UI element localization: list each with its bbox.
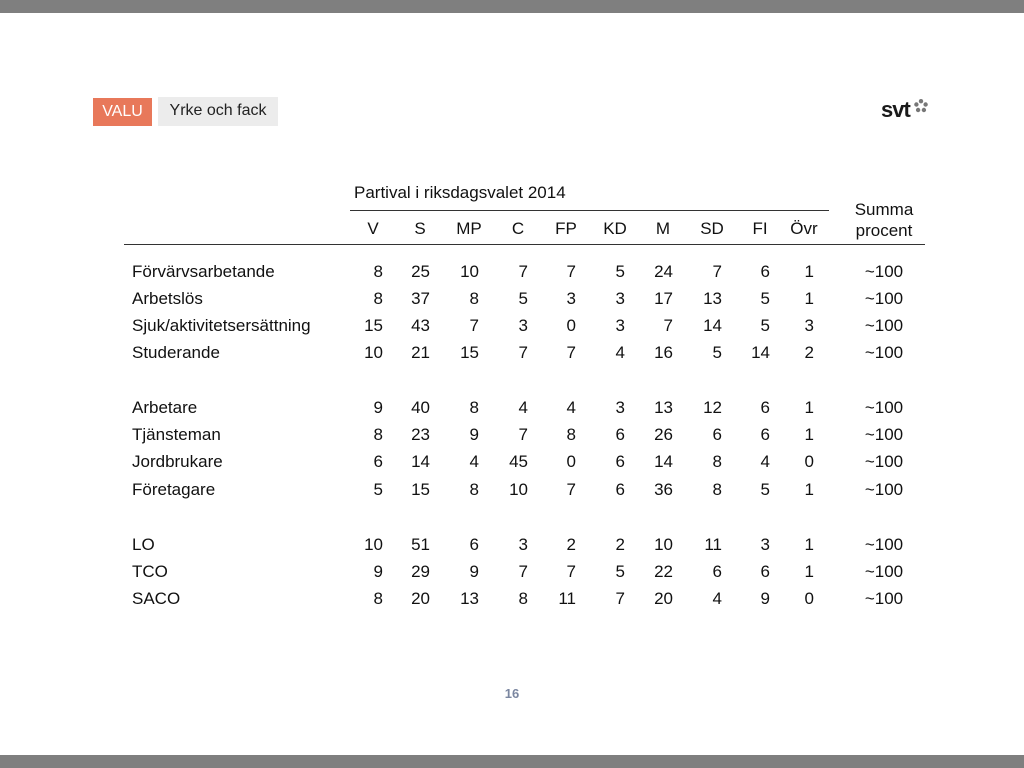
column-header: KD bbox=[603, 219, 627, 238]
table-cell: 6 bbox=[760, 398, 770, 417]
table-cell: 22 bbox=[654, 562, 673, 581]
table-cell: 6 bbox=[615, 452, 625, 471]
table-cell: 36 bbox=[654, 480, 673, 499]
table-cell: 7 bbox=[469, 316, 479, 335]
table-cell: 9 bbox=[760, 589, 770, 608]
table-cell: 25 bbox=[411, 262, 430, 281]
table-cell: 13 bbox=[460, 589, 479, 608]
table-cell: 3 bbox=[615, 289, 625, 308]
sum-cell: ~100 bbox=[864, 289, 904, 308]
table-cell: 8 bbox=[373, 589, 383, 608]
table-cell: 15 bbox=[364, 316, 383, 335]
sum-cell: ~100 bbox=[864, 262, 904, 281]
table-cell: 6 bbox=[712, 425, 722, 444]
table-cell: 1 bbox=[804, 562, 814, 581]
table-cell: 7 bbox=[566, 480, 576, 499]
table-cell: 7 bbox=[615, 589, 625, 608]
table-cell: 21 bbox=[411, 343, 430, 362]
table-cell: 1 bbox=[804, 398, 814, 417]
table-cell: 4 bbox=[566, 398, 576, 417]
table-cell: 4 bbox=[615, 343, 625, 362]
table-cell: 5 bbox=[615, 262, 625, 281]
table-cell: 4 bbox=[518, 398, 528, 417]
table-cell: 26 bbox=[654, 425, 673, 444]
table-cell: 14 bbox=[411, 452, 430, 471]
table-cell: 3 bbox=[615, 316, 625, 335]
sum-cell: ~100 bbox=[864, 562, 904, 581]
table-cell: 7 bbox=[518, 562, 528, 581]
sum-cell: ~100 bbox=[864, 398, 904, 417]
summa-header-line1: Summa bbox=[854, 200, 914, 219]
column-header: SD bbox=[700, 219, 724, 238]
table-cell: 1 bbox=[804, 480, 814, 499]
sum-cell: ~100 bbox=[864, 343, 904, 362]
column-header: S bbox=[414, 219, 426, 238]
row-label: LO bbox=[132, 535, 155, 554]
sum-cell: ~100 bbox=[864, 480, 904, 499]
row-label: Studerande bbox=[132, 343, 220, 362]
table-cell: 5 bbox=[760, 480, 770, 499]
table-cell: 14 bbox=[654, 452, 673, 471]
row-label: Tjänsteman bbox=[132, 425, 221, 444]
table-cell: 7 bbox=[663, 316, 673, 335]
table-group-title: Partival i riksdagsvalet 2014 bbox=[354, 183, 566, 202]
column-header: C bbox=[511, 219, 525, 238]
table-cell: 9 bbox=[469, 562, 479, 581]
row-label: Sjuk/aktivitetsersättning bbox=[132, 316, 311, 335]
table-cell: 5 bbox=[518, 289, 528, 308]
bottom-frame-bar bbox=[0, 755, 1024, 768]
table-cell: 6 bbox=[712, 562, 722, 581]
table-cell: 15 bbox=[411, 480, 430, 499]
table-cell: 3 bbox=[518, 535, 528, 554]
table-cell: 14 bbox=[703, 316, 722, 335]
group-divider bbox=[350, 210, 829, 211]
row-label: Arbetare bbox=[132, 398, 198, 417]
table-cell: 23 bbox=[411, 425, 430, 444]
sum-cell: ~100 bbox=[864, 589, 904, 608]
table-cell: 7 bbox=[712, 262, 722, 281]
table-cell: 3 bbox=[566, 289, 576, 308]
summa-header bbox=[844, 199, 924, 241]
table-cell: 6 bbox=[760, 425, 770, 444]
row-label: Arbetslös bbox=[132, 289, 203, 308]
row-label: TCO bbox=[132, 562, 168, 581]
table-cell: 2 bbox=[566, 535, 576, 554]
table-cell: 5 bbox=[373, 480, 383, 499]
table-cell: 1 bbox=[804, 289, 814, 308]
table-cell: 10 bbox=[364, 535, 383, 554]
table-cell: 0 bbox=[804, 589, 814, 608]
table-cell: 8 bbox=[712, 480, 722, 499]
table-cell: 2 bbox=[804, 343, 814, 362]
table-cell: 7 bbox=[518, 262, 528, 281]
column-header: FI bbox=[752, 219, 768, 238]
top-frame-bar bbox=[0, 0, 1024, 13]
table-cell: 13 bbox=[703, 289, 722, 308]
column-header: Övr bbox=[790, 219, 818, 238]
svt-logo bbox=[881, 96, 931, 124]
table-cell: 43 bbox=[411, 316, 430, 335]
table-cell: 0 bbox=[566, 316, 576, 335]
column-header: MP bbox=[456, 219, 482, 238]
table-cell: 6 bbox=[469, 535, 479, 554]
table-cell: 9 bbox=[373, 398, 383, 417]
column-header: V bbox=[367, 219, 379, 238]
row-label: Förvärvsarbetande bbox=[132, 262, 275, 281]
table-cell: 7 bbox=[518, 425, 528, 444]
table-cell: 6 bbox=[615, 425, 625, 444]
table-cell: 45 bbox=[509, 452, 528, 471]
table-cell: 8 bbox=[469, 480, 479, 499]
table-cell: 13 bbox=[654, 398, 673, 417]
column-header: FP bbox=[555, 219, 577, 238]
table-cell: 3 bbox=[518, 316, 528, 335]
table-cell: 8 bbox=[712, 452, 722, 471]
valu-tag: VALU bbox=[93, 98, 152, 126]
table-cell: 8 bbox=[469, 398, 479, 417]
table-cell: 6 bbox=[373, 452, 383, 471]
table-cell: 3 bbox=[804, 316, 814, 335]
row-label: Företagare bbox=[132, 480, 216, 499]
table-cell: 9 bbox=[373, 562, 383, 581]
table-cell: 5 bbox=[760, 316, 770, 335]
table-cell: 10 bbox=[364, 343, 383, 362]
section-tag: Yrke och fack bbox=[158, 97, 278, 126]
table-cell: 7 bbox=[518, 343, 528, 362]
table-cell: 8 bbox=[373, 289, 383, 308]
sum-cell: ~100 bbox=[864, 535, 904, 554]
table-cell: 7 bbox=[566, 262, 576, 281]
table-cell: 0 bbox=[566, 452, 576, 471]
table-cell: 0 bbox=[804, 452, 814, 471]
table-cell: 1 bbox=[804, 535, 814, 554]
svt-flower-icon bbox=[913, 98, 929, 114]
table-cell: 5 bbox=[615, 562, 625, 581]
table-cell: 11 bbox=[558, 589, 576, 608]
row-label: SACO bbox=[132, 589, 181, 608]
summa-header-line2: procent bbox=[855, 221, 913, 240]
table-cell: 10 bbox=[509, 480, 528, 499]
header-divider bbox=[124, 244, 925, 245]
table-cell: 20 bbox=[654, 589, 673, 608]
sum-cell: ~100 bbox=[864, 452, 904, 471]
table-cell: 51 bbox=[411, 535, 430, 554]
table-cell: 5 bbox=[760, 289, 770, 308]
table-cell: 7 bbox=[566, 343, 576, 362]
table-cell: 3 bbox=[615, 398, 625, 417]
table-cell: 29 bbox=[411, 562, 430, 581]
row-label: Jordbrukare bbox=[132, 452, 223, 471]
table-cell: 1 bbox=[804, 262, 814, 281]
table-cell: 8 bbox=[373, 262, 383, 281]
table-cell: 4 bbox=[712, 589, 722, 608]
table-cell: 6 bbox=[615, 480, 625, 499]
logo-text: svt bbox=[881, 97, 910, 122]
sum-cell: ~100 bbox=[864, 425, 904, 444]
table-cell: 8 bbox=[566, 425, 576, 444]
sum-cell: ~100 bbox=[864, 316, 904, 335]
table-cell: 8 bbox=[373, 425, 383, 444]
table-cell: 11 bbox=[704, 535, 722, 554]
table-cell: 7 bbox=[566, 562, 576, 581]
table-cell: 4 bbox=[760, 452, 770, 471]
table-cell: 10 bbox=[654, 535, 673, 554]
table-cell: 24 bbox=[654, 262, 673, 281]
table-cell: 16 bbox=[654, 343, 673, 362]
table-cell: 8 bbox=[469, 289, 479, 308]
page-number: 16 bbox=[504, 686, 520, 701]
table-cell: 4 bbox=[469, 452, 479, 471]
table-cell: 14 bbox=[751, 343, 770, 362]
table-cell: 3 bbox=[760, 535, 770, 554]
table-cell: 37 bbox=[411, 289, 430, 308]
table-cell: 40 bbox=[411, 398, 430, 417]
table-cell: 10 bbox=[460, 262, 479, 281]
table-cell: 15 bbox=[460, 343, 479, 362]
table-cell: 5 bbox=[712, 343, 722, 362]
table-cell: 8 bbox=[518, 589, 528, 608]
table-cell: 9 bbox=[469, 425, 479, 444]
table-cell: 2 bbox=[615, 535, 625, 554]
table-cell: 1 bbox=[804, 425, 814, 444]
table-cell: 17 bbox=[654, 289, 673, 308]
table-cell: 6 bbox=[760, 262, 770, 281]
table-cell: 12 bbox=[703, 398, 722, 417]
column-header: M bbox=[655, 219, 671, 238]
table-cell: 20 bbox=[411, 589, 430, 608]
table-cell: 6 bbox=[760, 562, 770, 581]
